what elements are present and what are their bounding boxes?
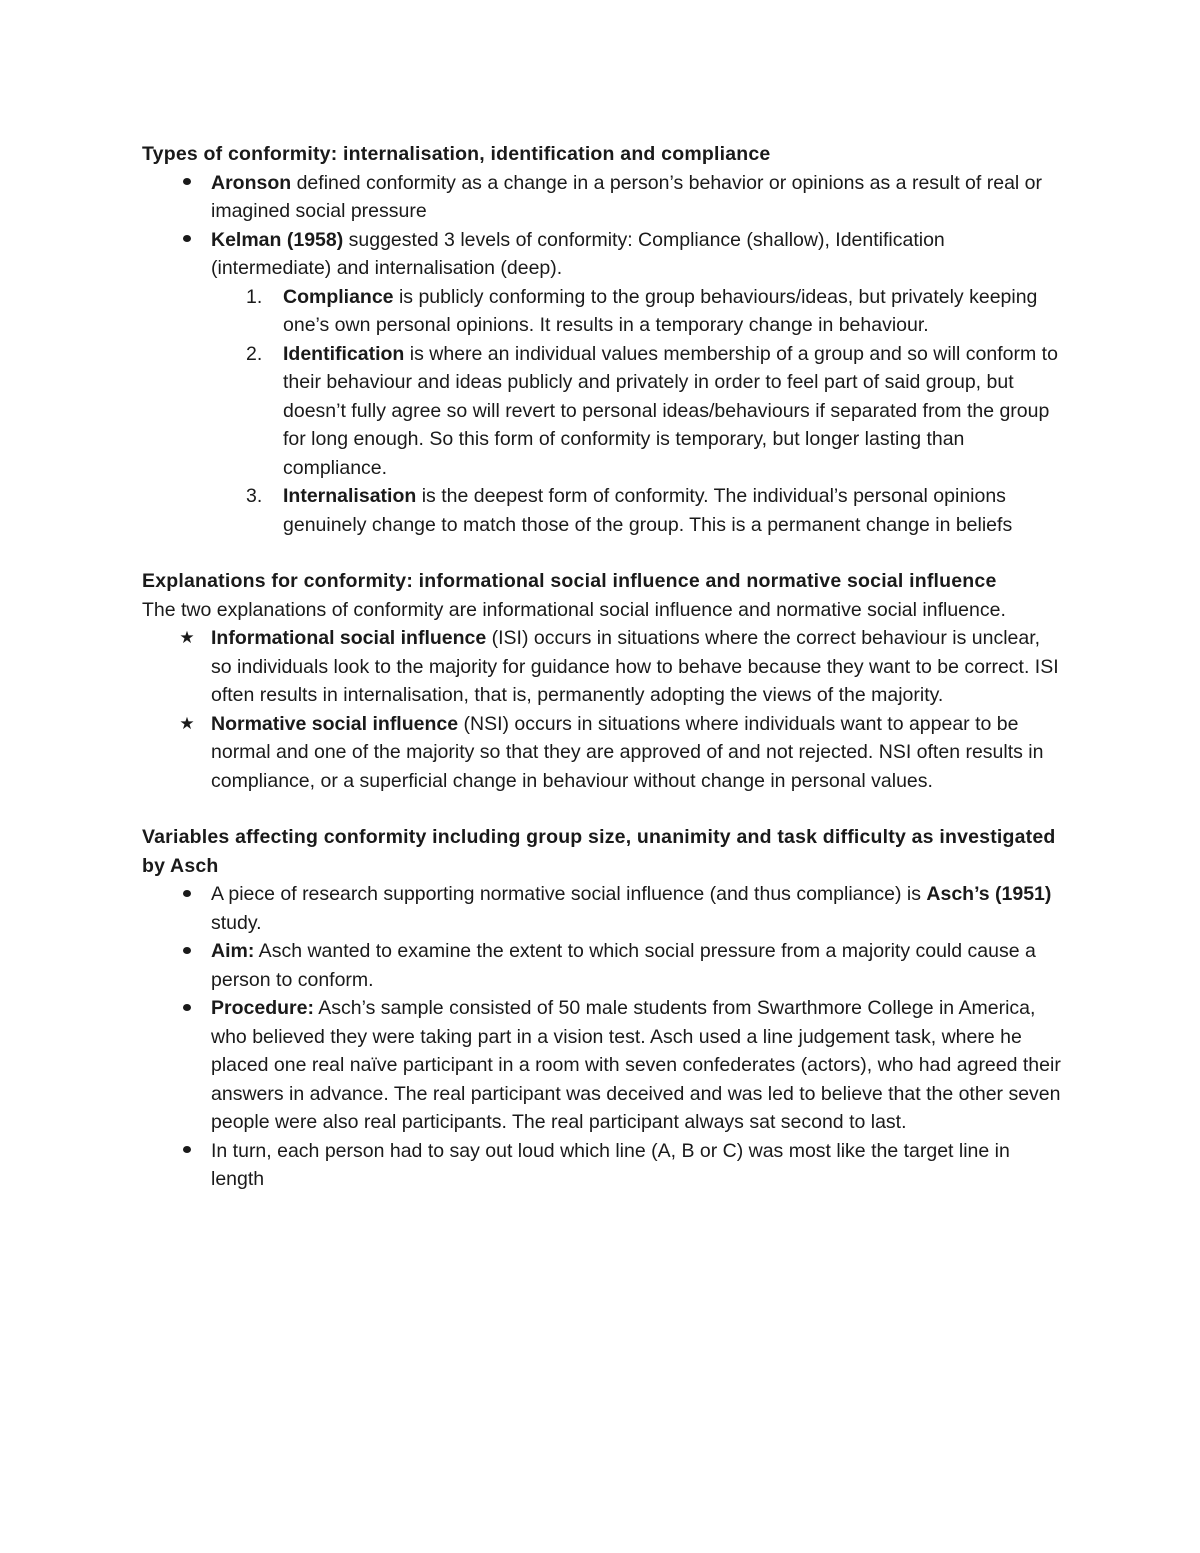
item-text: suggested 3 levels of conformity: Compliance (shallow), Identification (intermediate) and internalisation (deep). xyxy=(211,228,945,279)
bullet-icon xyxy=(177,880,197,909)
numbered-item xyxy=(142,283,1062,340)
item-text: is where an individual values membership of a group and so will conform to their behaviour and ideas publicly and privately in order to feel part of said group, but doesn’t fully agree so will revert to personal ideas/behaviours if separated from the group for long enough. So this form of conformity is temporary, but longer lasting than compliance. xyxy=(283,342,1058,479)
item-text: study. xyxy=(211,911,262,934)
bullet-list xyxy=(142,169,1062,283)
item-number: 1. xyxy=(246,285,263,308)
term: Compliance xyxy=(283,285,394,308)
section-explanations-for-conformity xyxy=(142,567,1062,795)
section-heading: Variables affecting conformity including group size, unanimity and task difficulty as investigated by Asch xyxy=(142,826,1056,877)
document-page xyxy=(142,140,1062,1222)
term: Procedure: xyxy=(211,997,314,1019)
star-list xyxy=(142,624,1062,795)
term: Informational social influence xyxy=(211,627,487,649)
bullet-icon xyxy=(177,1137,197,1166)
list-item xyxy=(142,1137,1062,1194)
item-number: 2. xyxy=(246,342,263,365)
section-variables-affecting-conformity xyxy=(142,823,1062,1194)
term: Kelman (1958) xyxy=(211,228,344,251)
item-text: is publicly conforming to the group behaviours/ideas, but privately keeping one’s own personal opinions. It results in a temporary change in behaviour. xyxy=(283,285,1038,336)
list-item xyxy=(142,624,1062,710)
section-heading: Explanations for conformity: informational social influence and normative social influence xyxy=(142,570,997,592)
star-icon: ★ xyxy=(179,713,195,733)
bullet-icon xyxy=(177,994,197,1023)
list-item xyxy=(142,169,1062,226)
term: Identification xyxy=(283,342,405,365)
item-text: (NSI) occurs in situations where individuals want to appear to be normal and one of the majority so that they are approved of and not rejected. NSI often results in compliance, or a superficial change in behaviour without change in personal values. xyxy=(211,712,1044,792)
numbered-item xyxy=(142,482,1062,539)
item-number: 3. xyxy=(246,485,263,507)
section-heading: Types of conformity: internalisation, identification and compliance xyxy=(142,143,771,165)
item-text: is the deepest form of conformity. The individual’s personal opinions genuinely change to match those of the group. This is a permanent change in beliefs xyxy=(283,485,1013,536)
numbered-item xyxy=(142,340,1062,483)
list-item xyxy=(142,710,1062,796)
list-item xyxy=(142,937,1062,994)
numbered-list xyxy=(142,283,1062,540)
item-text: Asch’s sample consisted of 50 male students from Swarthmore College in America, who believed they were taking part in a vision test. Asch used a line judgement task, where he placed one real naïve participant in a room with seven confederates (actors), who had agreed their answers in advance. The real participant was deceived and was led to believe that the other seven people were also real participants. The real participant always sat second to last. xyxy=(211,997,1061,1133)
section-types-of-conformity xyxy=(142,140,1062,539)
term: Asch’s (1951) xyxy=(926,883,1052,905)
star-icon: ★ xyxy=(179,628,195,647)
bullet-list xyxy=(142,880,1062,1194)
item-text: Asch wanted to examine the extent to which social pressure from a majority could cause a person to conform. xyxy=(211,940,1036,991)
item-text: In turn, each person had to say out loud which line (A, B or C) was most like the target line in length xyxy=(211,1139,1010,1190)
term: Aim: xyxy=(211,940,255,962)
term: Internalisation xyxy=(283,485,417,507)
item-text: (ISI) occurs in situations where the correct behaviour is unclear, so individuals look to the majority for guidance how to behave because they want to be correct. ISI often results in internalisation, that is, permanently adopting the views of the majority. xyxy=(211,627,1059,706)
bullet-icon xyxy=(177,937,197,966)
list-item xyxy=(142,226,1062,283)
item-text: defined conformity as a change in a person’s behavior or opinions as a result of real or imagined social pressure xyxy=(211,171,1042,222)
intro-paragraph: The two explanations of conformity are informational social influence and normative social influence. xyxy=(142,598,1006,621)
list-item xyxy=(142,994,1062,1137)
item-text: A piece of research supporting normative social influence (and thus compliance) is xyxy=(211,883,927,905)
term: Aronson xyxy=(211,171,292,194)
term: Normative social influence xyxy=(211,712,459,735)
bullet-icon xyxy=(177,169,197,198)
bullet-icon xyxy=(177,226,197,255)
list-item xyxy=(142,880,1062,937)
